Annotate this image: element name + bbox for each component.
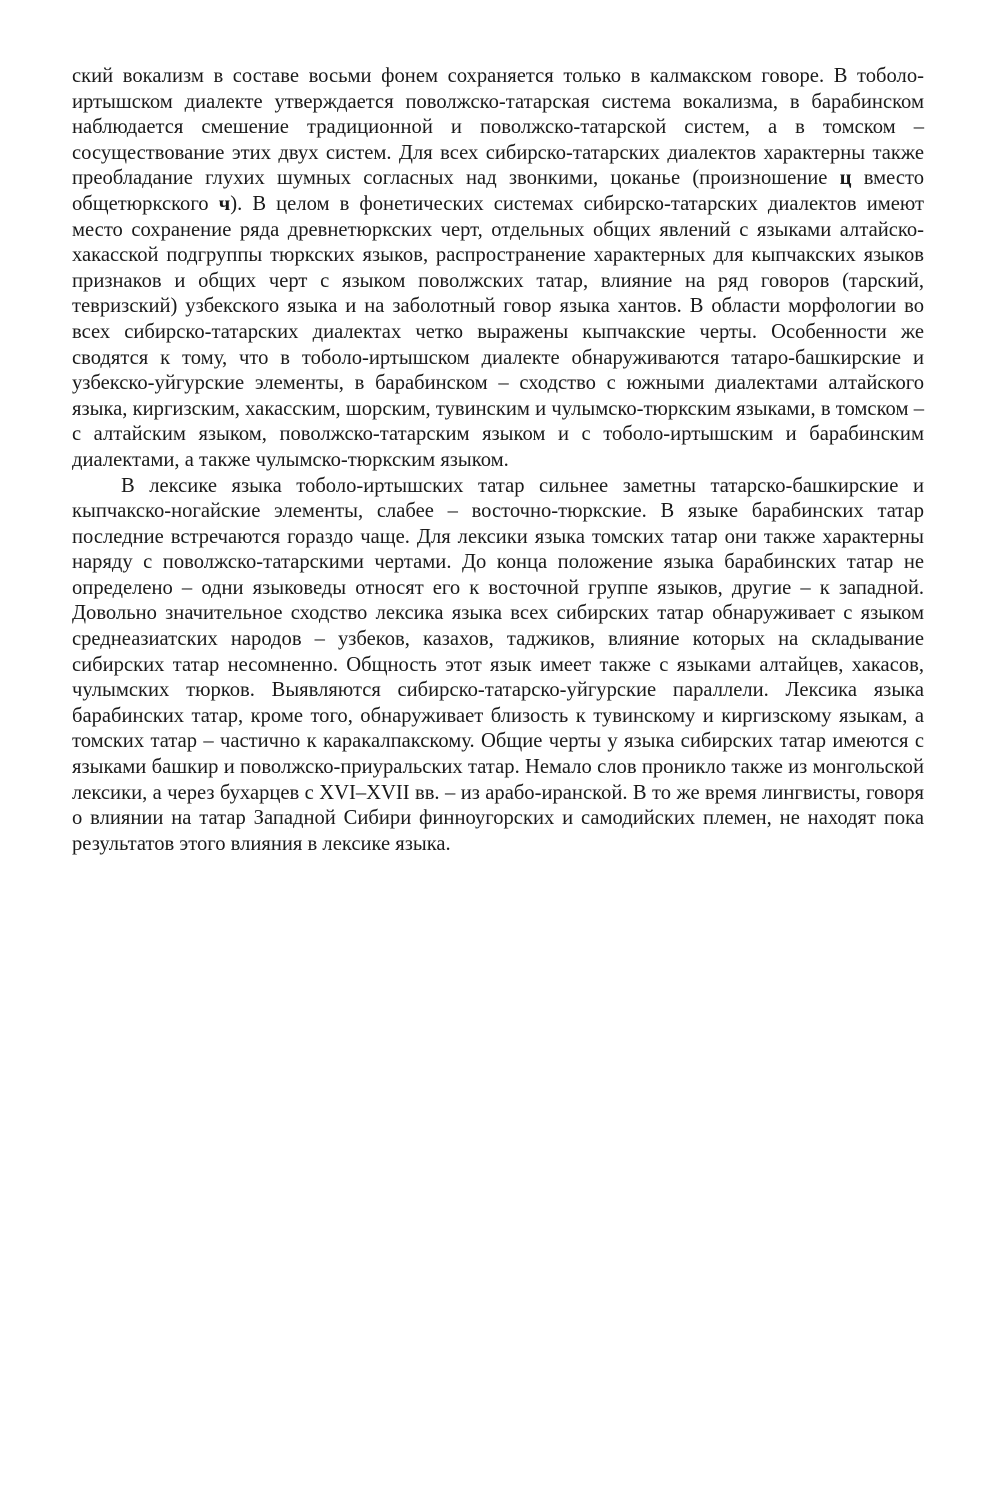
letter-ch: ч [218, 192, 231, 215]
letter-ts: ц [839, 167, 852, 190]
paragraph-phonetics [72, 64, 924, 474]
paragraph-1-text-a: ский вокализм в составе восьми фонем сохраняется только в калмакском говоре. В тоболо-иртышском диалекте утверждается поволжско-татарская система вокализма, в барабинском наблюдается смешение традиционной и поволжско-татарской систем, а в томском – сосуществование этих двух систем. Для всех сибирско-татарских диалектов характерны также преобладание глухих шумных согласных над звонкими, цоканье (произношение [72, 65, 924, 190]
paragraph-1-text-b: вместо общетюркского [72, 167, 924, 215]
paragraph-1-text-c: ). В целом в фонетических системах сибирско-татарских диалектов имеют место сохранение ряда древнетюркских черт, отдельных общих явлений с языками алтайско-хакасской подгруппы тюркских языков, распространение характерных для кыпчакских языков признаков и общих черт с языком поволжских татар, влияние на ряд говоров (тарский, тевризский) узбекского языка и на заболотный говор языка хантов. В области морфологии во всех сибирско-татарских диалектах четко выражены кыпчакские черты. Особенности же сводятся к тому, что в тоболо-иртышском диалекте обнаруживаются татаро-башкирские и узбекско-уйгурские элементы, в барабинском – сходство с южными диалектами алтайского языка, киргизским, хакасским, шорским, тувинским и чулымско-тюркским языками, в томском – с алтайским языком, поволжско-татарским языком и с тоболо-иртышским и барабинским диалектами, а также чулымско-тюркским языком. [72, 192, 924, 471]
page-body [72, 64, 924, 857]
paragraph-lexicon: В лексике языка тоболо-иртышских татар сильнее заметны татарско-башкирские и кыпчакско-ногайские элементы, слабее – восточно-тюркские. В языке барабинских татар последние встречаются гораздо чаще. Для лексики языка томских татар они также характерны наряду с поволжско-татарскими чертами. До конца положение языка барабинских татар не определено – одни языковеды относят его к восточной группе языков, другие – к западной. Довольно значительное сходство лексика языка всех сибирских татар обнаруживает с языком среднеазиатских народов – узбеков, казахов, таджиков, влияние которых на складывание сибирских татар несомненно. Общность этот язык имеет также с языками алтайцев, хакасов, чулымских тюрков. Выявляются сибирско-татарско-уйгурские параллели. Лексика языка барабинских татар, кроме того, обнаруживает близость к тувинскому и киргизскому языкам, а томских татар – частично к каракалпакскому. Общие черты у языка сибирских татар имеются с языками башкир и поволжско-приуральских татар. Немало слов проникло также из монгольской лексики, а через бухарцев с XVI–XVII вв. – из арабо-иранской. В то же время лингвисты, говоря о влиянии на татар Западной Сибири финноугорских и самодийских племен, не находят пока результатов этого влияния в лексике языка. [72, 474, 924, 855]
